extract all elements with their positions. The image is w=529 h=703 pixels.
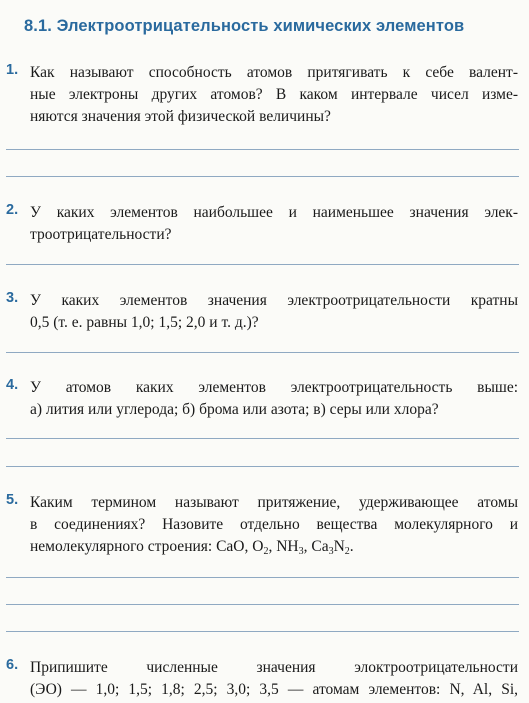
question-text bbox=[30, 377, 518, 421]
question-text bbox=[30, 62, 518, 128]
question-3 bbox=[6, 290, 518, 334]
question-2 bbox=[6, 202, 518, 246]
question-number: 6. bbox=[6, 657, 19, 673]
question-number: 1. bbox=[6, 62, 19, 78]
question-line: У каких элементов наибольшее и наименьшее значения элек- bbox=[30, 204, 518, 221]
answer-line[interactable] bbox=[6, 176, 519, 177]
question-line: троотрицательности? bbox=[30, 226, 172, 243]
answer-line[interactable] bbox=[6, 149, 519, 150]
question-6 bbox=[6, 657, 518, 701]
formula-cao: CaO bbox=[216, 538, 245, 555]
answer-line[interactable] bbox=[6, 577, 519, 578]
formula-ca3n2: $Ca_3N_2$ bbox=[311, 538, 350, 557]
question-line: а) лития или углерода; б) брома или азота; в) серы или хлора? bbox=[30, 401, 439, 418]
answer-line[interactable] bbox=[6, 466, 519, 467]
question-number: 5. bbox=[6, 492, 19, 508]
question-text bbox=[30, 290, 518, 334]
question-line: У атомов каких элементов электроотрицательность выше: bbox=[30, 379, 518, 396]
answer-line[interactable] bbox=[6, 438, 519, 439]
answer-line[interactable] bbox=[6, 352, 519, 353]
question-line: няются значения этой физической величины? bbox=[30, 108, 331, 125]
question-text bbox=[30, 492, 518, 558]
question-line: Каким термином называют притяжение, удерживающее атомы bbox=[30, 494, 518, 511]
answer-line[interactable] bbox=[6, 631, 519, 632]
question-number: 4. bbox=[6, 377, 19, 393]
question-1 bbox=[6, 62, 518, 128]
section-title: 8.1. Электроотрицательность химических элементов bbox=[24, 17, 465, 35]
answer-line[interactable] bbox=[6, 604, 519, 605]
question-number: 3. bbox=[6, 290, 19, 306]
question-line: (ЭО) — 1,0; 1,5; 1,8; 2,5; 3,0; 3,5 — атомам элементов: N, Al, Si, bbox=[30, 681, 518, 698]
question-line: Припишите численные значения элоктроотрицательности bbox=[30, 659, 518, 676]
question-4 bbox=[6, 377, 518, 421]
question-line: У каких элементов значения электроотрицательности кратны bbox=[30, 292, 518, 309]
question-line: в соединениях? Назовите отдельно вещества молекулярного и bbox=[30, 516, 518, 533]
question-line: Как называют способность атомов притягивать к себе валент- bbox=[30, 64, 518, 81]
answer-line[interactable] bbox=[6, 264, 519, 265]
question-5 bbox=[6, 492, 518, 558]
formula-o2: $O_2$ bbox=[252, 538, 269, 557]
question-line: немолекулярного строения: CaO, $O_2$, $NH_3$, $Ca_3N_2$. bbox=[30, 538, 354, 557]
formula-nh3: $NH_3$ bbox=[276, 538, 304, 557]
question-line-text: немолекулярного строения: bbox=[30, 538, 217, 555]
question-line: 0,5 (т. е. равны 1,0; 1,5; 2,0 и т. д.)? bbox=[30, 314, 259, 331]
question-text bbox=[30, 657, 518, 701]
question-text bbox=[30, 202, 518, 246]
question-line: ные электроны других атомов? В каком интервале чисел изме- bbox=[30, 86, 518, 103]
question-number: 2. bbox=[6, 202, 19, 218]
